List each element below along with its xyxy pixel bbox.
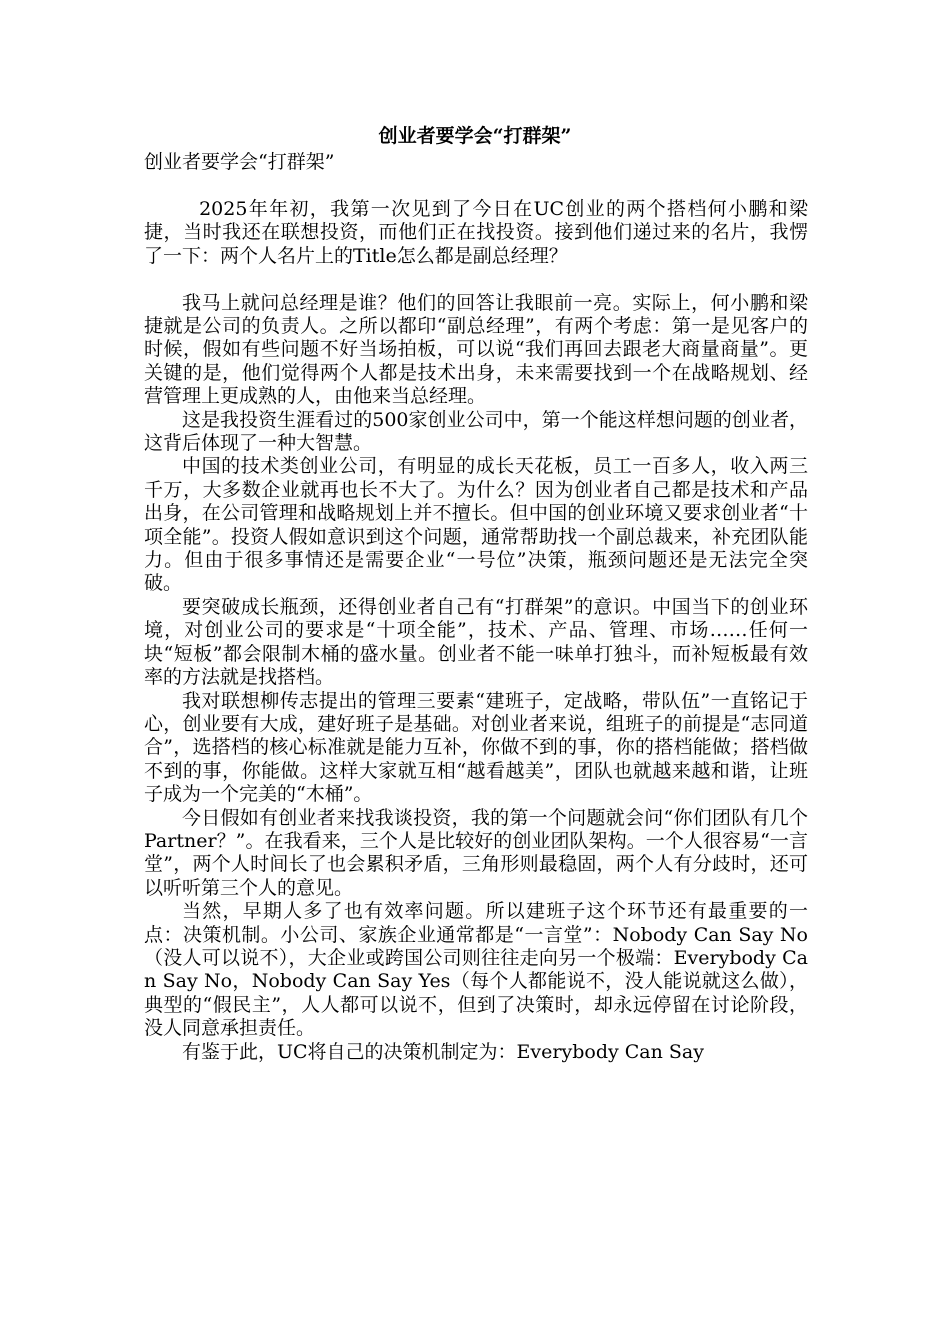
paragraph: 我对联想柳传志提出的管理三要素“建班子，定战略，带队伍”一直铭记于心，创业要有大成，建好班子是基础。对创业者来说，组班子的前提是“志同道合”，选搭档的核心标准就是能力互补，你做不到的事，你的搭档能做；搭档做不到的事，你能做。这样大家就互相“越看越美”，团队也就越来越和谐，让班子成为一个完美的“木桶”。 [144, 689, 808, 806]
paragraph: 今日假如有创业者来找我谈投资，我的第一个问题就会问“你们团队有几个Partner？”。在我看来，三个人是比较好的创业团队架构。一个人很容易“一言堂”，两个人时间长了也会累积矛盾，三角形则最稳固，两个人有分歧时，还可以听听第三个人的意见。 [144, 806, 808, 899]
paragraph: 要突破成长瓶颈，还得创业者自己有“打群架”的意识。中国当下的创业环境，对创业公司的要求是“十项全能”，技术、产品、管理、市场……任何一块“短板”都会限制木桶的盛水量。创业者不能一味单打独斗，而补短板最有效率的方法就是找搭档。 [144, 595, 808, 689]
paragraph: 中国的技术类创业公司，有明显的成长天花板，员工一百多人，收入两三千万，大多数企业就再也长不大了。为什么？因为创业者自己都是技术和产品出身，在公司管理和战略规划上并不擅长。但中国的创业环境又要求创业者“十项全能”。投资人假如意识到这个问题，通常帮助找一个副总裁来，补充团队能力。但由于很多事情还是需要企业“一号位”决策，瓶颈问题还是无法完全突破。 [144, 455, 808, 595]
paragraph: 有鉴于此，UC将自己的决策机制定为：Everybody Can Say [182, 1040, 704, 1063]
document-subtitle: 创业者要学会“打群架” [144, 151, 335, 173]
document-body [144, 198, 808, 1064]
paragraph: 2025年年初，我第一次见到了今日在UC创业的两个搭档何小鹏和梁捷，当时我还在联想投资，而他们正在找投资。接到他们递过来的名片，我愣了一下：两个人名片上的Title怎么都是副总经理？ [144, 198, 808, 267]
paragraph: 我马上就问总经理是谁？他们的回答让我眼前一亮。实际上，何小鹏和梁捷就是公司的负责人。之所以都印“副总经理”，有两个考虑：第一是见客户的时候，假如有些问题不好当场拍板，可以说“我们再回去跟老大商量商量”。更关键的是，他们觉得两个人都是技术出身，未来需要找到一个在战略规划、经营管理上更成熟的人，由他来当总经理。 [144, 291, 808, 408]
paragraph: 当然，早期人多了也有效率问题。所以建班子这个环节还有最重要的一点：决策机制。小公司、家族企业通常都是“一言堂”：Nobody Can Say No（没人可以说不），大企业或跨国公司则往往走向另一个极端：Everybody Can Say No，Nobody Can Say Yes（每个人都能说不，没人能说就这么做），典型的“假民主”，人人都可以说不，但到了决策时，却永远停留在讨论阶段，没人同意承担责任。 [144, 900, 808, 1040]
document-title: 创业者要学会“打群架” [378, 125, 572, 147]
paragraph: 这是我投资生涯看过的500家创业公司中，第一个能这样想问题的创业者，这背后体现了一种大智慧。 [144, 408, 808, 455]
